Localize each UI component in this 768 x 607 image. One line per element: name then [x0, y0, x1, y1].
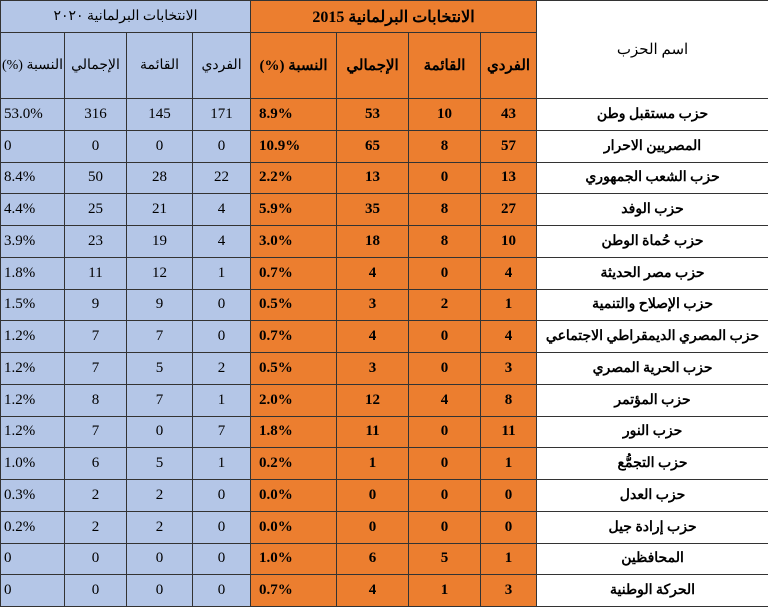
cell-2020-total: 7 [65, 321, 127, 353]
col-header-2015-total: الإجمالي [337, 33, 409, 99]
cell-2015-total: 53 [337, 99, 409, 131]
cell-2015-individual: 0 [481, 511, 537, 543]
cell-2015-total: 3 [337, 353, 409, 385]
col-header-2015-percent: النسبة (%) [251, 33, 337, 99]
cell-2020-list: 145 [127, 99, 193, 131]
cell-2020-individual: 0 [193, 480, 251, 512]
cell-2015-list: 8 [409, 226, 481, 258]
cell-2015-percent: 0.5% [251, 289, 337, 321]
party-name: حزب النور [537, 416, 768, 448]
cell-2015-individual: 1 [481, 289, 537, 321]
table-row [1, 99, 768, 131]
party-name: حزب مصر الحديثة [537, 257, 768, 289]
cell-2020-list: 12 [127, 257, 193, 289]
table-row [1, 194, 768, 226]
cell-2015-total: 6 [337, 543, 409, 575]
cell-2015-individual: 4 [481, 257, 537, 289]
cell-2020-individual: 7 [193, 416, 251, 448]
party-name: حزب المؤتمر [537, 384, 768, 416]
cell-2020-total: 8 [65, 384, 127, 416]
cell-2020-individual: 2 [193, 353, 251, 385]
cell-2015-individual: 8 [481, 384, 537, 416]
cell-2020-list: 5 [127, 353, 193, 385]
cell-2015-individual: 1 [481, 543, 537, 575]
cell-2015-list: 0 [409, 162, 481, 194]
cell-2020-total: 6 [65, 448, 127, 480]
cell-2020-total: 0 [65, 130, 127, 162]
cell-2015-individual: 0 [481, 480, 537, 512]
cell-2020-individual: 1 [193, 257, 251, 289]
table-row [1, 543, 768, 575]
table-row [1, 257, 768, 289]
cell-2015-list: 0 [409, 480, 481, 512]
col-header-2020-list: القائمة [127, 33, 193, 99]
cell-2020-percent: 0 [1, 130, 65, 162]
cell-2020-total: 2 [65, 480, 127, 512]
cell-2015-percent: 0.7% [251, 321, 337, 353]
party-column-header: اسم الحزب [537, 1, 768, 99]
cell-2015-list: 0 [409, 257, 481, 289]
cell-2015-total: 3 [337, 289, 409, 321]
cell-2015-list: 0 [409, 416, 481, 448]
table-row [1, 384, 768, 416]
table-row [1, 448, 768, 480]
party-name: حزب المصري الديمقراطي الاجتماعي [537, 321, 768, 353]
cell-2015-total: 12 [337, 384, 409, 416]
cell-2015-percent: 1.8% [251, 416, 337, 448]
party-name: حزب الشعب الجمهوري [537, 162, 768, 194]
cell-2015-individual: 10 [481, 226, 537, 258]
table-row [1, 575, 768, 607]
cell-2020-list: 9 [127, 289, 193, 321]
cell-2015-percent: 2.0% [251, 384, 337, 416]
cell-2020-percent: 4.4% [1, 194, 65, 226]
cell-2015-total: 18 [337, 226, 409, 258]
party-name: حزب الإصلاح والتنمية [537, 289, 768, 321]
cell-2020-total: 11 [65, 257, 127, 289]
table-row [1, 321, 768, 353]
table-row [1, 162, 768, 194]
cell-2015-total: 35 [337, 194, 409, 226]
party-name: حزب الوفد [537, 194, 768, 226]
cell-2015-percent: 5.9% [251, 194, 337, 226]
cell-2020-list: 21 [127, 194, 193, 226]
cell-2020-individual: 1 [193, 384, 251, 416]
cell-2020-list: 2 [127, 511, 193, 543]
cell-2020-total: 9 [65, 289, 127, 321]
party-name: حزب مستقبل وطن [537, 99, 768, 131]
cell-2020-percent: 0 [1, 575, 65, 607]
cell-2020-percent: 1.2% [1, 353, 65, 385]
cell-2020-percent: 53.0% [1, 99, 65, 131]
cell-2020-individual: 171 [193, 99, 251, 131]
cell-2015-total: 0 [337, 511, 409, 543]
cell-2015-list: 8 [409, 130, 481, 162]
cell-2020-list: 0 [127, 416, 193, 448]
table-row [1, 511, 768, 543]
cell-2020-total: 50 [65, 162, 127, 194]
cell-2015-percent: 0.0% [251, 511, 337, 543]
cell-2015-list: 0 [409, 321, 481, 353]
cell-2020-total: 0 [65, 575, 127, 607]
cell-2015-total: 4 [337, 575, 409, 607]
cell-2020-percent: 0.3% [1, 480, 65, 512]
cell-2020-list: 0 [127, 575, 193, 607]
header-row-groups [1, 1, 768, 33]
cell-2015-percent: 10.9% [251, 130, 337, 162]
cell-2020-total: 2 [65, 511, 127, 543]
cell-2020-individual: 4 [193, 226, 251, 258]
cell-2020-individual: 0 [193, 289, 251, 321]
cell-2020-list: 28 [127, 162, 193, 194]
cell-2015-list: 8 [409, 194, 481, 226]
party-name: الحركة الوطنية [537, 575, 768, 607]
cell-2015-total: 1 [337, 448, 409, 480]
cell-2015-list: 5 [409, 543, 481, 575]
cell-2015-list: 0 [409, 353, 481, 385]
cell-2020-percent: 0 [1, 543, 65, 575]
table-row [1, 130, 768, 162]
cell-2015-individual: 27 [481, 194, 537, 226]
cell-2015-list: 2 [409, 289, 481, 321]
cell-2015-percent: 0.2% [251, 448, 337, 480]
cell-2020-individual: 0 [193, 575, 251, 607]
cell-2020-percent: 1.0% [1, 448, 65, 480]
cell-2015-percent: 0.0% [251, 480, 337, 512]
cell-2015-list: 10 [409, 99, 481, 131]
cell-2015-list: 4 [409, 384, 481, 416]
col-header-2015-list: القائمة [409, 33, 481, 99]
cell-2020-percent: 1.8% [1, 257, 65, 289]
cell-2015-individual: 43 [481, 99, 537, 131]
table-body [1, 99, 768, 607]
party-name: المصريين الاحرار [537, 130, 768, 162]
cell-2020-percent: 8.4% [1, 162, 65, 194]
cell-2015-list: 0 [409, 511, 481, 543]
party-name: حزب حُماة الوطن [537, 226, 768, 258]
cell-2020-list: 7 [127, 321, 193, 353]
table-row [1, 416, 768, 448]
cell-2015-percent: 8.9% [251, 99, 337, 131]
party-name: حزب التجمُّع [537, 448, 768, 480]
cell-2020-percent: 1.5% [1, 289, 65, 321]
cell-2020-total: 316 [65, 99, 127, 131]
table-row [1, 480, 768, 512]
cell-2015-individual: 57 [481, 130, 537, 162]
cell-2015-total: 4 [337, 257, 409, 289]
party-name: المحافظين [537, 543, 768, 575]
cell-2015-list: 1 [409, 575, 481, 607]
party-name: حزب الحرية المصري [537, 353, 768, 385]
cell-2015-individual: 1 [481, 448, 537, 480]
col-header-2015-individual: الفردي [481, 33, 537, 99]
cell-2020-list: 0 [127, 130, 193, 162]
cell-2015-total: 65 [337, 130, 409, 162]
cell-2020-total: 7 [65, 416, 127, 448]
cell-2015-individual: 11 [481, 416, 537, 448]
cell-2015-percent: 2.2% [251, 162, 337, 194]
cell-2020-percent: 3.9% [1, 226, 65, 258]
cell-2015-individual: 3 [481, 353, 537, 385]
table-row [1, 353, 768, 385]
cell-2020-list: 7 [127, 384, 193, 416]
table-row [1, 226, 768, 258]
cell-2020-percent: 1.2% [1, 384, 65, 416]
group-header-2020: الانتخابات البرلمانية ٢٠٢٠ [1, 1, 251, 33]
cell-2020-total: 23 [65, 226, 127, 258]
cell-2020-percent: 1.2% [1, 416, 65, 448]
cell-2015-individual: 3 [481, 575, 537, 607]
cell-2020-list: 5 [127, 448, 193, 480]
cell-2020-individual: 0 [193, 130, 251, 162]
cell-2020-individual: 0 [193, 511, 251, 543]
cell-2015-total: 13 [337, 162, 409, 194]
cell-2015-total: 0 [337, 480, 409, 512]
cell-2015-percent: 1.0% [251, 543, 337, 575]
cell-2020-individual: 1 [193, 448, 251, 480]
cell-2020-list: 2 [127, 480, 193, 512]
cell-2015-percent: 3.0% [251, 226, 337, 258]
cell-2020-total: 7 [65, 353, 127, 385]
col-header-2020-percent: النسبة (%) [1, 33, 65, 99]
cell-2015-list: 0 [409, 448, 481, 480]
cell-2015-individual: 4 [481, 321, 537, 353]
cell-2020-percent: 1.2% [1, 321, 65, 353]
cell-2020-total: 25 [65, 194, 127, 226]
cell-2020-individual: 22 [193, 162, 251, 194]
party-name: حزب إرادة جيل [537, 511, 768, 543]
cell-2020-list: 0 [127, 543, 193, 575]
group-header-2015: الانتخابات البرلمانية 2015 [251, 1, 537, 33]
cell-2020-list: 19 [127, 226, 193, 258]
cell-2020-individual: 0 [193, 543, 251, 575]
party-name: حزب العدل [537, 480, 768, 512]
cell-2015-percent: 0.5% [251, 353, 337, 385]
col-header-2020-total: الإجمالي [65, 33, 127, 99]
cell-2020-individual: 4 [193, 194, 251, 226]
cell-2015-percent: 0.7% [251, 257, 337, 289]
col-header-2020-individual: الفردي [193, 33, 251, 99]
table-row [1, 289, 768, 321]
cell-2015-percent: 0.7% [251, 575, 337, 607]
cell-2015-total: 4 [337, 321, 409, 353]
cell-2015-individual: 13 [481, 162, 537, 194]
cell-2020-individual: 0 [193, 321, 251, 353]
cell-2020-total: 0 [65, 543, 127, 575]
cell-2015-total: 11 [337, 416, 409, 448]
cell-2020-percent: 0.2% [1, 511, 65, 543]
